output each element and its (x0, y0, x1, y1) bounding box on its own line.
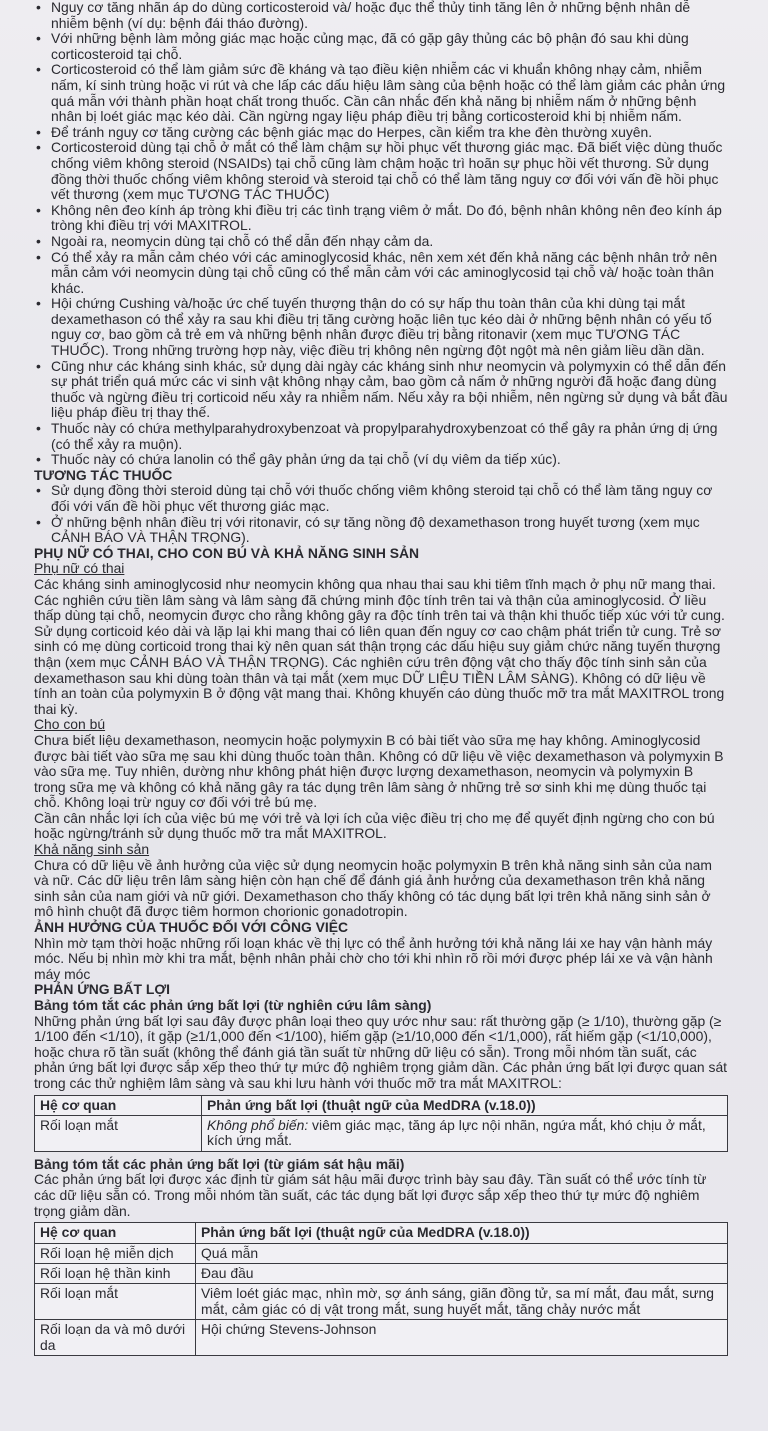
table-cell-reaction (202, 1115, 728, 1151)
frequency-label: Không phổ biến: (207, 1116, 309, 1133)
table-cell-reaction: Hội chứng Stevens-Johnson (196, 1320, 728, 1356)
interaction-item: • Ở những bệnh nhân điều trị với ritonavir, có sự tăng nồng độ dexamethason trong huyết tương (xem mục CẢNH BÁO VÀ THẬN TRỌNG). (34, 515, 728, 546)
warning-item: • Không nên đeo kính áp tròng khi điều trị các tình trạng viêm ở mắt. Do đó, bệnh nhân không nên đeo kính áp tròng khi điều trị với MAXITROL. (34, 203, 728, 234)
table-cell-reaction: Đau đầu (196, 1263, 728, 1283)
table-cell-organ: Rối loạn hệ miễn dịch (35, 1243, 196, 1263)
table-cell-organ: Rối loạn da và mô dưới da (35, 1320, 196, 1356)
warning-item: • Thuốc này có chứa lanolin có thể gây phản ứng da tại chỗ (ví dụ viêm da tiếp xúc). (34, 452, 728, 468)
warning-item: • Cũng như các kháng sinh khác, sử dụng dài ngày các kháng sinh như neomycin và polymyxin có thể dẫn đến sự phát triển quá mức các vi sinh vật không nhạy cảm, bao gồm cả nấm ở những người đã hoặc đang dùng thuốc và ngừng điều trị corticoid nếu xảy ra nhiễm nấm. Nếu xảy ra bội nhiễm, nên ngừng sử dụng và bắt đầu liệu pháp điều trị thay thế. (34, 359, 728, 421)
interactions-heading: TƯƠNG TÁC THUỐC (34, 466, 173, 483)
reaction-text: viêm giác mạc, tăng áp lực nội nhãn, ngứa mắt, khó chịu ở mắt, kích ứng mắt. (207, 1116, 706, 1149)
interaction-item: • Sử dụng đồng thời steroid dùng tại chỗ với thuốc chống viêm không steroid tại chỗ có thể làm tăng nguy cơ đối với vấn đề hồi phục vết thương giác mạc. (34, 483, 728, 514)
breastfeeding-text: Chưa biết liệu dexamethason, neomycin hoặc polymyxin B có bài tiết vào sữa mẹ hay không. Aminoglycosid được bài tiết vào sữa mẹ sau khi dùng thuốc toàn thân. Không có dữ liệu về việc dexamethason và polymyxin B vào sữa mẹ. Tuy nhiên, dường như không phát hiện được lượng dexamethason, neomycin và polymyxin B trong sữa mẹ và không có khả năng gây ra tác dụng trên lâm sàng ở những trẻ sơ sinh khi mẹ dùng thuốc tại chỗ. Không loại trừ nguy cơ đối với trẻ bú mẹ. (34, 731, 724, 811)
clinical-adverse-table (34, 1095, 728, 1152)
warning-item: • Để tránh nguy cơ tăng cường các bệnh giác mạc do Herpes, cần kiểm tra khe đèn thường xuyên. (34, 125, 728, 141)
table-cell-organ: Rối loạn mắt (35, 1115, 202, 1151)
table-header-row (35, 1095, 728, 1115)
table-cell-organ: Rối loạn hệ thần kinh (35, 1263, 196, 1283)
warning-item: • Có thể xảy ra mẫn cảm chéo với các aminoglycosid khác, nên xem xét đến khả năng các bệnh nhân trở nên mẫn cảm với neomycin dùng tại chỗ cũng có thể mẫn cảm với các aminoglycosid tại chỗ và/ hoặc toàn thân khác. (34, 250, 728, 297)
table-row (35, 1115, 728, 1151)
adverse-heading: PHẢN ỨNG BẤT LỢI (34, 981, 171, 998)
warning-item: • Corticosteroid dùng tại chỗ ở mắt có thể làm chậm sự hồi phục vết thương giác mạc. Đã biết việc dùng thuốc chống viêm không steroid (NSAIDs) tại chỗ cũng làm chậm hoặc trì hoãn sự phục hồi vết thương. Sử dụng đồng thời thuốc chống viêm không steroid và steroid tại chỗ có thể làm tăng nguy cơ đối với vấn đề hồi phục vết thương (xem mục TƯƠNG TÁC THUỐC) (34, 140, 728, 202)
table-row (35, 1284, 728, 1320)
table-header-organ: Hệ cơ quan (35, 1095, 202, 1115)
fertility-text: Chưa có dữ liệu về ảnh hưởng của việc sử dụng neomycin hoặc polymyxin B trên khả năng sinh sản của nam và nữ. Các dữ liệu trên lâm sàng hiện còn hạn chế để đánh giá ảnh hưởng của dexamethason trên khả năng sinh sản của nam giới và nữ giới. Dexamethason cho thấy không có tác dụng bất lợi trên khả năng sinh sản ở mô hình chuột đã được tiêm hormon chorionic gonadotropin. (34, 856, 712, 920)
table-header-reaction: Phản ứng bất lợi (thuật ngữ của MedDRA (v.18.0)) (196, 1223, 728, 1243)
fertility-subheading: Khả năng sinh sản (34, 841, 150, 858)
table1-intro: Những phản ứng bất lợi sau đây được phân loại theo quy ước như sau: rất thường gặp (≥ 1/10), thường gặp (≥ 1/100 đến <1/10), ít gặp (≥1/1,000 đến <1/100), hiếm gặp (≥1/10,000 đến <1/1,000), rất hiếm gặp (<1/10,000), hoặc chưa rõ tần suất (không thể đánh giá tần suất từ những dữ liệu có sẵn). Trong mỗi nhóm tần suất, các phản ứng bất lợi được sắp xếp theo thứ tự mức độ nghiêm trọng giảm dần. Các phản ứng bất lợi được quan sát trong các thử nghiệm lâm sàng và sau khi lưu hành với thuốc mỡ tra mắt MAXITROL: (34, 1012, 728, 1091)
breastfeeding-subheading: Cho con bú (34, 716, 106, 733)
warning-item: • Thuốc này có chứa methylparahydroxybenzoat và propylparahydroxybenzoat có thể gây ra phản ứng dị ứng (có thể xảy ra muộn). (34, 421, 728, 452)
warning-item: • Với những bệnh làm mỏng giác mạc hoặc củng mạc, đã có gặp gây thủng các bộ phận đó sau khi dùng corticosteroid tại chỗ. (34, 31, 728, 62)
leaflet-content (34, 0, 728, 1356)
table-header-row (35, 1223, 728, 1243)
pregnant-text: Các kháng sinh aminoglycosid như neomycin không qua nhau thai sau khi tiêm tĩnh mạch ở phụ nữ mang thai. Các nghiên cứu tiền lâm sàng và lâm sàng đã chứng minh độc tính trên tai và thận của aminoglycosid. Ở liều thấp dùng tại chỗ, neomycin được cho rằng không gây ra độc tính trên tai và thận khi thuốc tiếp xúc với tử cung. Sử dụng corticoid kéo dài và lặp lại khi mang thai có liên quan đến nguy cơ cao chậm phát triển tử cung. Trẻ sơ sinh có mẹ dùng corticoid trong thai kỳ nên quan sát thận trọng các dấu hiệu suy giảm chức năng tuyến thượng thận (xem mục CẢNH BÁO VÀ THẬN TRỌNG). Các nghiên cứu trên động vật cho thấy độc tính sinh sản của dexamethason sau khi dùng toàn thân và tại mắt (xem mục DỮ LIỆU TIỀN LÂM SÀNG). Không có dữ liệu về tính an toàn của polymyxin B ở động vật mang thai. Không khuyến cáo dùng thuốc mỡ tra mắt MAXITROL trong thai kỳ. (34, 575, 725, 717)
table-row (35, 1243, 728, 1263)
table-row (35, 1263, 728, 1283)
warning-item: • Corticosteroid có thể làm giảm sức đề kháng và tạo điều kiện nhiễm các vi khuẩn không nhạy cảm, nhiễm nấm, kí sinh trùng hoặc vi rút và che lấp các dấu hiệu lâm sàng của bệnh hoặc có thể làm giảm các phản ứng quá mẫn với thành phần hoạt chất trong thuốc. Cần cân nhắc đến khả năng bị nhiễm nấm ở những bệnh nhân bị loét giác mạc kéo dài. Cần ngừng ngay liệu pháp điều trị bằng corticosteroid khi bị nhiễm nấm. (34, 62, 728, 124)
table-header-organ: Hệ cơ quan (35, 1223, 196, 1243)
table-row (35, 1320, 728, 1356)
driving-text: Nhìn mờ tạm thời hoặc những rối loạn khác về thị lực có thể ảnh hưởng tới khả năng lái xe hay vận hành máy móc. Nếu bị nhìn mờ khi tra mắt, bệnh nhân phải chờ cho tới khi nhìn rõ rồi mới được phép lái xe và vận hành máy móc (34, 934, 713, 982)
interactions-list (34, 483, 728, 545)
warning-item: • Ngoài ra, neomycin dùng tại chỗ có thể dẫn đến nhạy cảm da. (34, 234, 728, 250)
table-cell-reaction: Quá mẫn (196, 1243, 728, 1263)
pregnant-subheading: Phụ nữ có thai (34, 560, 125, 577)
pregnancy-heading: PHỤ NỮ CÓ THAI, CHO CON BÚ VÀ KHẢ NĂNG SINH SẢN (34, 544, 420, 561)
postmarketing-adverse-table (34, 1222, 728, 1356)
table2-intro: Các phản ứng bất lợi được xác định từ giám sát hậu mãi được trình bày sau đây. Tần suất có thể ước tính từ các dữ liệu sẵn có. Trong mỗi nhóm tần suất, các tác dụng bất lợi được sắp xếp theo thứ tự mức độ nghiêm trọng giảm dần. (34, 1171, 707, 1219)
warning-item: • Nguy cơ tăng nhãn áp do dùng corticosteroid và/ hoặc đục thể thủy tinh tăng lên ở những bệnh nhân dễ nhiễm bệnh (ví dụ: bệnh đái tháo đường). (34, 0, 728, 31)
table-cell-organ: Rối loạn mắt (35, 1284, 196, 1320)
warning-item: • Hội chứng Cushing và/hoặc ức chế tuyến thượng thận do có sự hấp thu toàn thân của khi dùng tại mắt dexamethason có thể xảy ra sau khi điều trị tăng cường hoặc liên tục kéo dài ở những bệnh nhân có yếu tố nguy cơ, bao gồm cả trẻ em và những bệnh nhân được điều trị bằng ritonavir (xem mục TƯƠNG TÁC THUỐC). Trong những trường hợp này, việc điều trị không nên ngừng đột ngột mà nên giảm liều dần dần. (34, 296, 728, 358)
breastfeeding-text: Cần cân nhắc lợi ích của việc bú mẹ với trẻ và lợi ích của việc điều trị cho mẹ để quyết định ngừng cho con bú hoặc ngừng/tránh sử dụng thuốc mỡ tra mắt MAXITROL. (34, 809, 715, 842)
table-header-reaction: Phản ứng bất lợi (thuật ngữ của MedDRA (v.18.0)) (202, 1095, 728, 1115)
table-cell-reaction: Viêm loét giác mạc, nhìn mờ, sợ ánh sáng, giãn đồng tử, sa mí mắt, đau mắt, sưng mắt, cảm giác có dị vật trong mắt, sung huyết mắt, tăng chảy nước mắt (196, 1284, 728, 1320)
table2-title: Bảng tóm tắt các phản ứng bất lợi (từ giám sát hậu mãi) (34, 1155, 405, 1172)
driving-heading: ẢNH HƯỞNG CỦA THUỐC ĐỐI VỚI CÔNG VIỆC (34, 919, 349, 936)
table1-title: Bảng tóm tắt các phản ứng bất lợi (từ nghiên cứu lâm sàng) (34, 997, 432, 1013)
warnings-list (34, 0, 728, 468)
